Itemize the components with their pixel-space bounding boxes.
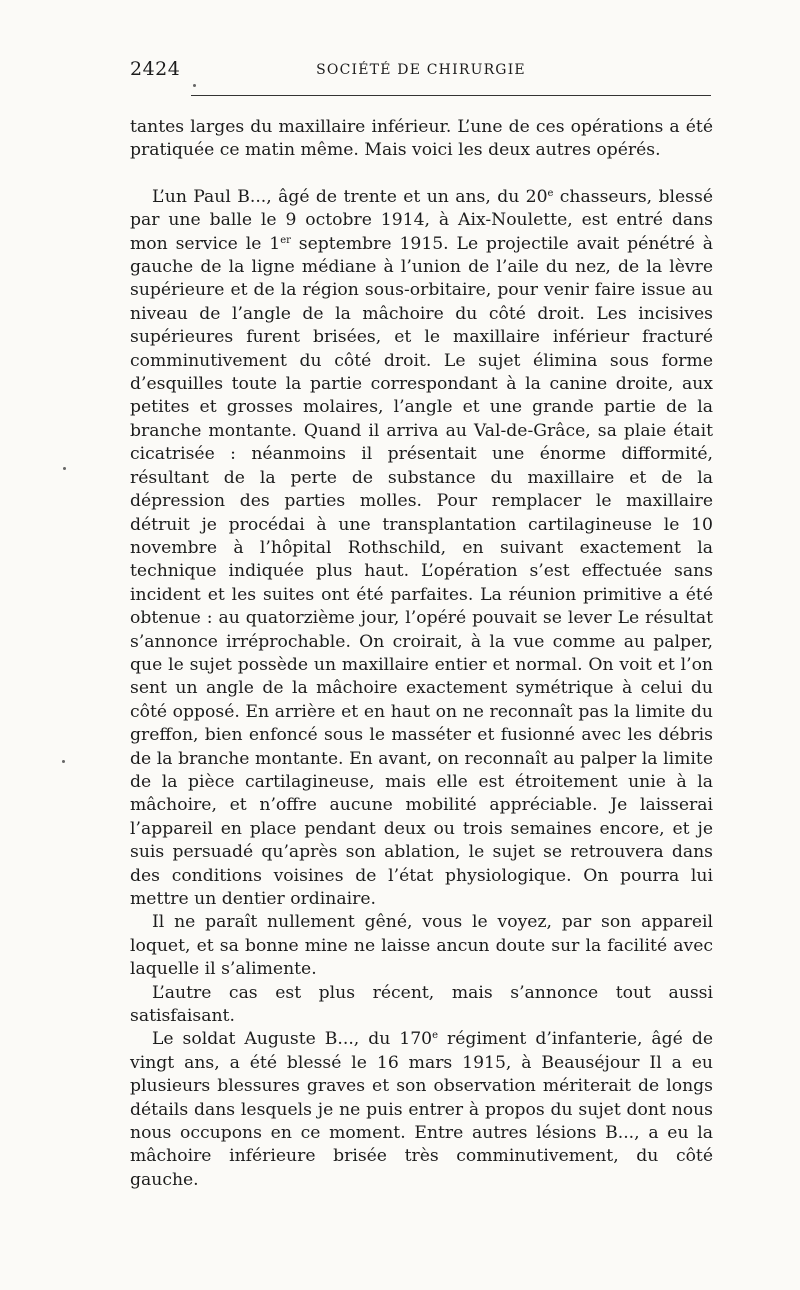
margin-mark (63, 467, 66, 470)
text-run: L’un Paul B..., âgé de trente et un ans, du 20 (152, 186, 548, 207)
paragraph-appliance: Il ne paraît nullement gêné, vous le voyez, par son appareil loquet, et sa bonne mine ne laisse ancun doute sur la facilité avec laquelle il s’alimente. (130, 912, 713, 980)
text-run: septembre 1915. Le projectile avait pénétré à gauche de la ligne médiane à l’union de l’aile du nez, de la lèvre supérieure et de la région sous-orbitaire, pour venir faire issue au niveau de l’angle de la mâchoire du côté droit. Les incisives supérieures furent brisées, et le maxillaire inférieur fracturé comminutivement du côté droit. Le sujet élimina sous forme d’esquilles toute la partie correspondant à la canine droite, aux petites et grosses molaires, l’angle et une grande partie de la branche montante. Quand il arriva au Val-de-Grâce, sa plaie était cicatrisée : néanmoins il présentait une énorme difformité, résultant de la perte de substance du maxillaire et de la dépression des parties molles. Pour remplacer le maxillaire détruit je procédai à une transplantation cartilagineuse le 10 novembre à l’hôpital Rothschild, en suivant exactement la technique indiquée plus haut. L’opération s’est effectuée sans incident et les suites ont été parfaites. La réunion primitive a été obtenue : au quatorzième jour, l’opéré pouvait se lever Le résultat s’annonce irréprochable. On croirait, à la vue comme au palper, que le sujet possède un maxillaire entier et normal. On voit et l’on sent un angle de la mâchoire exactement symétrique à celui du côté opposé. En arrière et en haut on ne reconnaît pas la limite du greffon, bien enfoncé sous le masséter et fusionné avec les débris de la branche montante. En avant, on reconnaît au palper la limite de la pièce cartilagineuse, mais elle est étroitement unie à la mâchoire, et n’offre aucune mobilité appréciable. Je laisserai l’appareil en place pendant deux ou trois semaines encore, et je suis persuadé qu’après son ablation, le sujet se retrouvera dans des conditions voisines de l’état physiologique. On pourra lui mettre un dentier ordinaire. (130, 233, 714, 909)
running-head: SOCIÉTÉ DE CHIRURGIE (316, 62, 526, 78)
text-run: régiment d’infanterie, âgé de vingt ans, a été blessé le 16 mars 1915, à Beauséjour Il a eu plusieurs blessures graves et son observation mériterait de longs détails dans lesquels je ne puis entrer à propos du sujet dont nous nous occupons en ce moment. Entre autres lésions B..., a eu la mâchoire inférieure brisée très comminutivement, du côté gauche. (130, 1029, 713, 1190)
superscript: e (547, 187, 554, 199)
paragraph-continued: tantes larges du maxillaire inférieur. L’une de ces opérations a été pratiquée ce matin même. Mais voici les deux autres opérés. (130, 117, 713, 161)
body-text (130, 116, 713, 1192)
paragraph-case-auguste (130, 1028, 713, 1192)
margin-mark (193, 84, 196, 87)
superscript: e (432, 1030, 439, 1042)
paragraph-other-case: L’autre cas est plus récent, mais s’annonce tout aussi satisfaisant. (130, 982, 713, 1027)
paragraph-case-paul (130, 186, 713, 912)
superscript: er (280, 234, 291, 246)
page-header (130, 58, 712, 88)
margin-mark (62, 760, 65, 763)
header-rule (191, 95, 711, 96)
page-number: 2424 (130, 58, 181, 80)
text-run: Le soldat Auguste B..., du 170 (152, 1029, 433, 1050)
text-run: chasseurs, blessé par une balle le 9 octobre 1914, à Aix-Noulette, est entré dans mon service le 1 (130, 186, 713, 254)
